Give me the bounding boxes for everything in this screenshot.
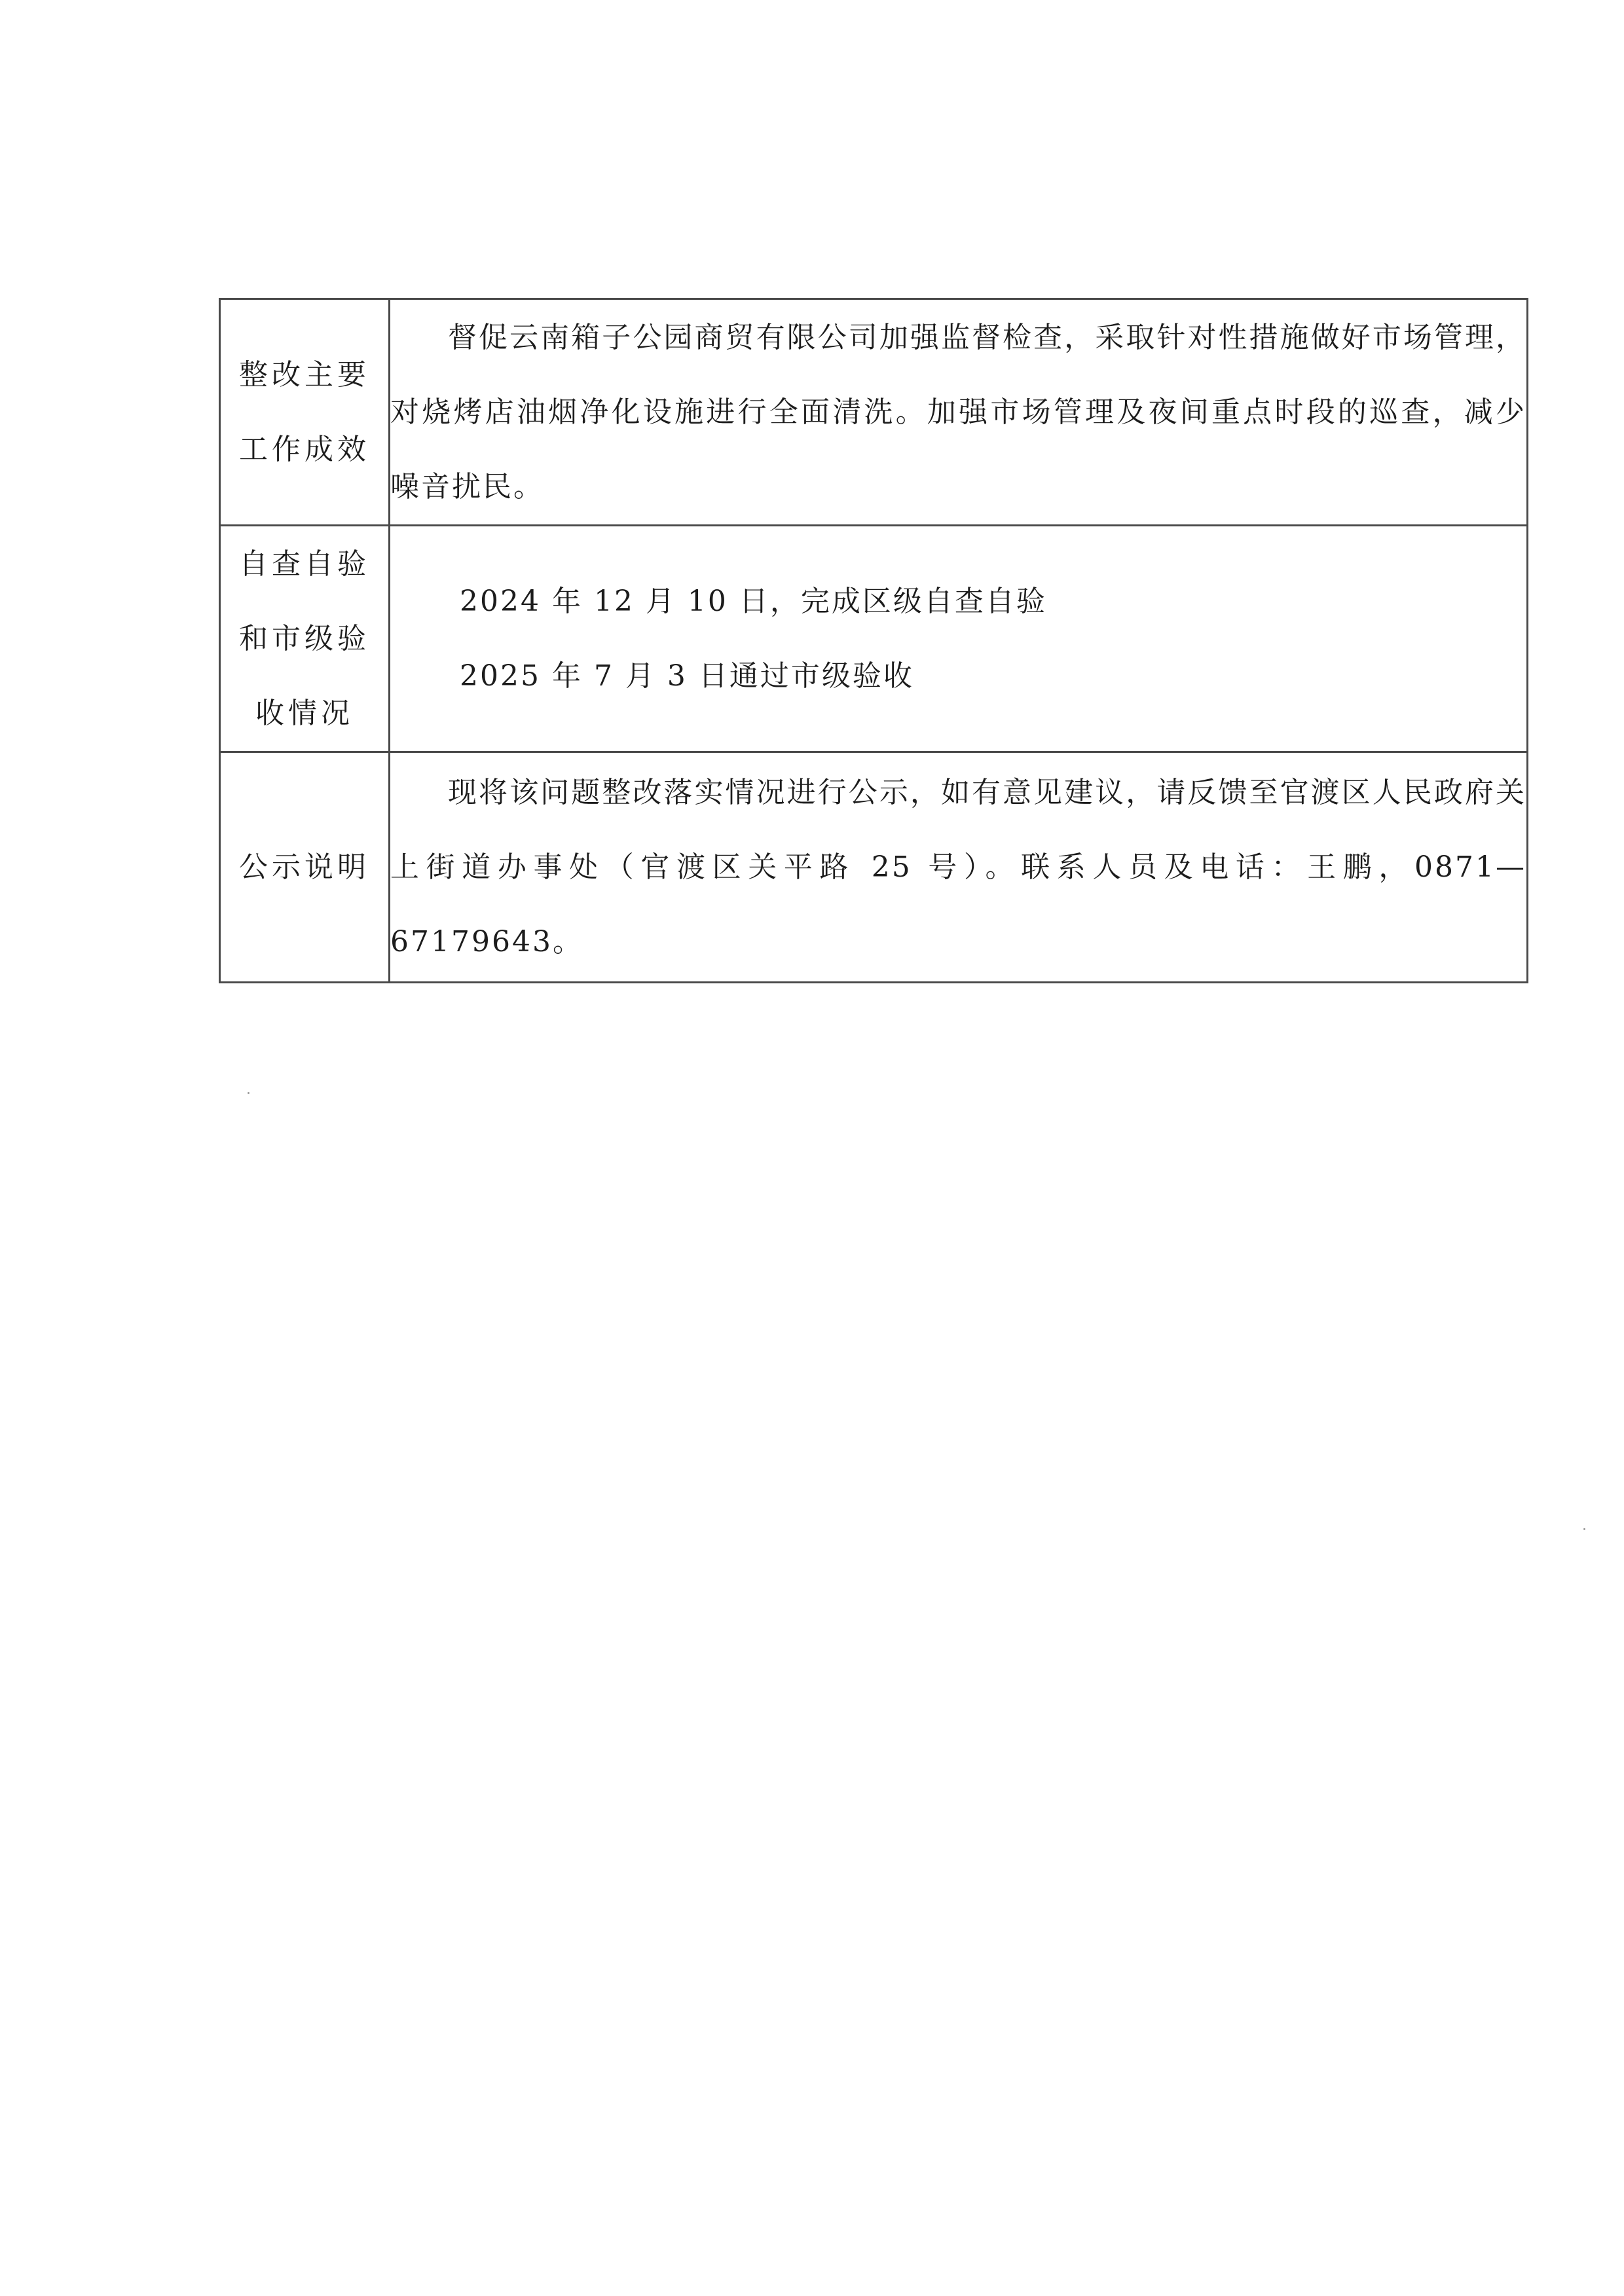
- work-results-text: 督促云南箱子公园商贸有限公司加强监督检查，采取针对性措施做好市场管理，对烧烤店油烟净化设施进行全面清洗。加强市场管理及夜间重点时段的巡查，减少噪音扰民。: [390, 320, 1526, 503]
- row-label-line: 工作成效: [239, 432, 370, 466]
- row-content-notice: [390, 752, 1528, 983]
- row-content-acceptance: [390, 526, 1528, 752]
- city-acceptance-date-line: 2025 年 7 月 3 日通过市级验收: [460, 659, 914, 693]
- row-label-work-results: [220, 299, 390, 526]
- row-content-work-results: [390, 299, 1528, 526]
- rectification-table: [219, 298, 1528, 983]
- table-row-work-results: [220, 299, 1528, 526]
- table-row-acceptance: [220, 526, 1528, 752]
- self-check-date-line: 2024 年 12 月 10 日，完成区级自查自验: [460, 584, 1047, 618]
- row-label-acceptance: [220, 526, 390, 752]
- table-row-notice: [220, 752, 1528, 983]
- scan-speck: [1583, 1528, 1585, 1530]
- notice-text: 现将该问题整改落实情况进行公示，如有意见建议，请反馈至官渡区人民政府关上街道办事处（官渡区关平路 25 号）。联系人员及电话：王鹏，0871—67179643。: [390, 775, 1526, 958]
- row-label-line: 公示说明: [239, 850, 370, 884]
- row-label-line: 自查自验: [239, 547, 370, 581]
- row-label-line: 整改主要: [239, 357, 370, 392]
- row-label-notice: [220, 752, 390, 983]
- scan-speck: [248, 1092, 249, 1094]
- row-label-line: 和市级验: [239, 621, 370, 655]
- row-label-line: 收情况: [255, 696, 354, 730]
